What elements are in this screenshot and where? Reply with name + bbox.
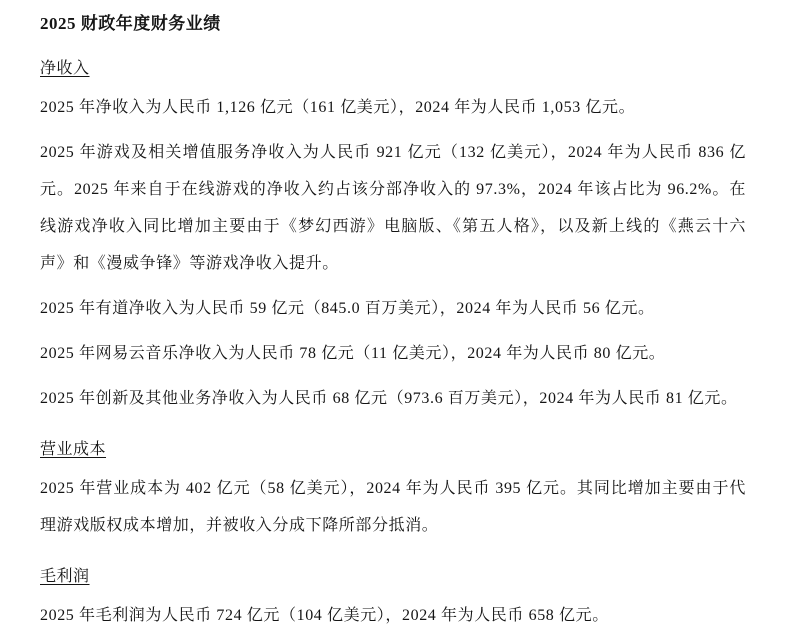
paragraph-innovative-businesses: 2025 年创新及其他业务净收入为人民币 68 亿元（973.6 百万美元），2024 年为人民币 81 亿元。 [40, 390, 738, 407]
section-heading-net-revenues: 净收入 [40, 60, 90, 77]
document-title: 2025 财政年度财务业绩 [40, 14, 221, 33]
section-heading-cost-of-revenues: 营业成本 [40, 441, 107, 458]
section-heading-gross-profit: 毛利润 [40, 568, 90, 585]
section-net-revenues [40, 57, 746, 417]
section-gross-profit [40, 565, 746, 634]
paragraph-total-net-revenues: 2025 年净收入为人民币 1,126 亿元（161 亿美元），2024 年为人民币 1,053 亿元。 [40, 99, 636, 116]
section-cost-of-revenues [40, 438, 746, 544]
paragraph-cloud-music: 2025 年网易云音乐净收入为人民币 78 亿元（11 亿美元），2024 年为人民币 80 亿元。 [40, 345, 666, 362]
paragraph-gross-profit: 2025 年毛利润为人民币 724 亿元（104 亿美元），2024 年为人民币 658 亿元。 [40, 607, 609, 624]
paragraph-games-related-services: 2025 年游戏及相关增值服务净收入为人民币 921 亿元（132 亿美元），2024 年为人民币 836 亿元。2025 年来自于在线游戏的净收入约占该分部净收入的 97.3%，2024 年该占比为 96.2%。在线游戏净收入同比增加主要由于《梦幻西游》电脑版、《第五人格》，以及新上线的《燕云十六声》和《漫威争锋》等游戏净收入提升。 [40, 144, 746, 272]
paragraph-cost-of-revenues: 2025 年营业成本为 402 亿元（58 亿美元），2024 年为人民币 395 亿元。其同比增加主要由于代理游戏版权成本增加，并被收入分成下降所部分抵消。 [40, 480, 746, 534]
paragraph-youdao: 2025 年有道净收入为人民币 59 亿元（845.0 百万美元），2024 年为人民币 56 亿元。 [40, 300, 655, 317]
